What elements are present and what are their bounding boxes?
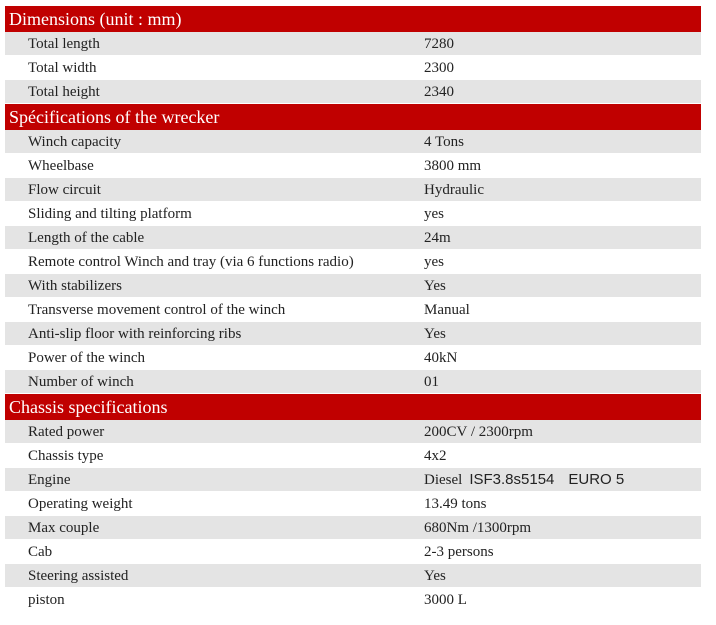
row-value: 680Nm /1300rpm	[424, 520, 532, 536]
row-label: Number of winch	[28, 374, 134, 390]
row-value: yes	[424, 254, 444, 270]
row-label: piston	[28, 592, 65, 608]
row-label: Cab	[28, 544, 53, 560]
row-value: 13.49 tons	[424, 496, 487, 512]
row-label: Steering assisted	[28, 568, 129, 584]
row-label: Total length	[28, 36, 100, 52]
table-row	[5, 492, 701, 516]
row-value: 2340	[424, 84, 454, 100]
row-label: Anti-slip floor with reinforcing ribs	[28, 326, 242, 342]
table-row	[5, 420, 701, 444]
table-row	[5, 274, 701, 298]
table-row	[5, 80, 701, 104]
row-value: Yes	[424, 326, 446, 342]
row-label: Engine	[28, 472, 71, 488]
spec-table	[5, 6, 701, 612]
row-value: Yes	[424, 568, 446, 584]
engine-code: ISF3.8s5154	[469, 471, 555, 488]
section-header-wrecker: Spécifications of the wrecker	[5, 104, 701, 130]
row-label: Sliding and tilting platform	[28, 206, 192, 222]
table-row	[5, 468, 701, 492]
row-label: Remote control Winch and tray (via 6 functions radio)	[28, 254, 354, 270]
row-label: Length of the cable	[28, 230, 145, 246]
table-row	[5, 226, 701, 250]
row-value: 3000 L	[424, 592, 467, 608]
row-value: 01	[424, 374, 439, 390]
row-label: Flow circuit	[28, 182, 101, 198]
row-value: 2-3 persons	[424, 544, 494, 560]
table-row	[5, 540, 701, 564]
row-label: Rated power	[28, 424, 105, 440]
table-row	[5, 346, 701, 370]
row-label: Max couple	[28, 520, 100, 536]
row-label: Transverse movement control of the winch	[28, 302, 286, 318]
row-label: Total height	[28, 84, 100, 100]
row-value: 3800 mm	[424, 158, 482, 174]
row-value: Yes	[424, 278, 446, 294]
row-value: 200CV / 2300rpm	[424, 424, 533, 440]
table-row	[5, 588, 701, 612]
section-header-chassis: Chassis specifications	[5, 394, 701, 420]
section-header-dimensions: Dimensions (unit : mm)	[5, 6, 701, 32]
table-row	[5, 178, 701, 202]
row-label: Wheelbase	[28, 158, 94, 174]
table-row	[5, 250, 701, 274]
row-label: With stabilizers	[28, 278, 122, 294]
row-value: 4x2	[424, 448, 447, 464]
table-row	[5, 32, 701, 56]
table-row	[5, 322, 701, 346]
row-label: Winch capacity	[28, 134, 122, 150]
table-row	[5, 564, 701, 588]
table-row	[5, 56, 701, 80]
row-label: Operating weight	[28, 496, 133, 512]
table-row	[5, 130, 701, 154]
row-value: Manual	[424, 302, 470, 318]
row-label: Chassis type	[28, 448, 104, 464]
row-value: yes	[424, 206, 444, 222]
table-row	[5, 444, 701, 468]
row-value: 40kN	[424, 350, 458, 366]
table-row	[5, 516, 701, 540]
row-value	[424, 468, 624, 492]
engine-fuel: Diesel	[424, 472, 463, 488]
row-value: Hydraulic	[424, 182, 484, 198]
row-label: Total width	[28, 60, 97, 76]
row-value: 4 Tons	[424, 134, 464, 150]
row-label: Power of the winch	[28, 350, 146, 366]
table-row	[5, 202, 701, 226]
row-value: 2300	[424, 60, 454, 76]
table-row	[5, 298, 701, 322]
row-value: 7280	[424, 36, 454, 52]
table-row	[5, 370, 701, 394]
row-value: 24m	[424, 230, 451, 246]
table-row	[5, 154, 701, 178]
engine-emission-norm: EURO 5	[568, 471, 625, 488]
